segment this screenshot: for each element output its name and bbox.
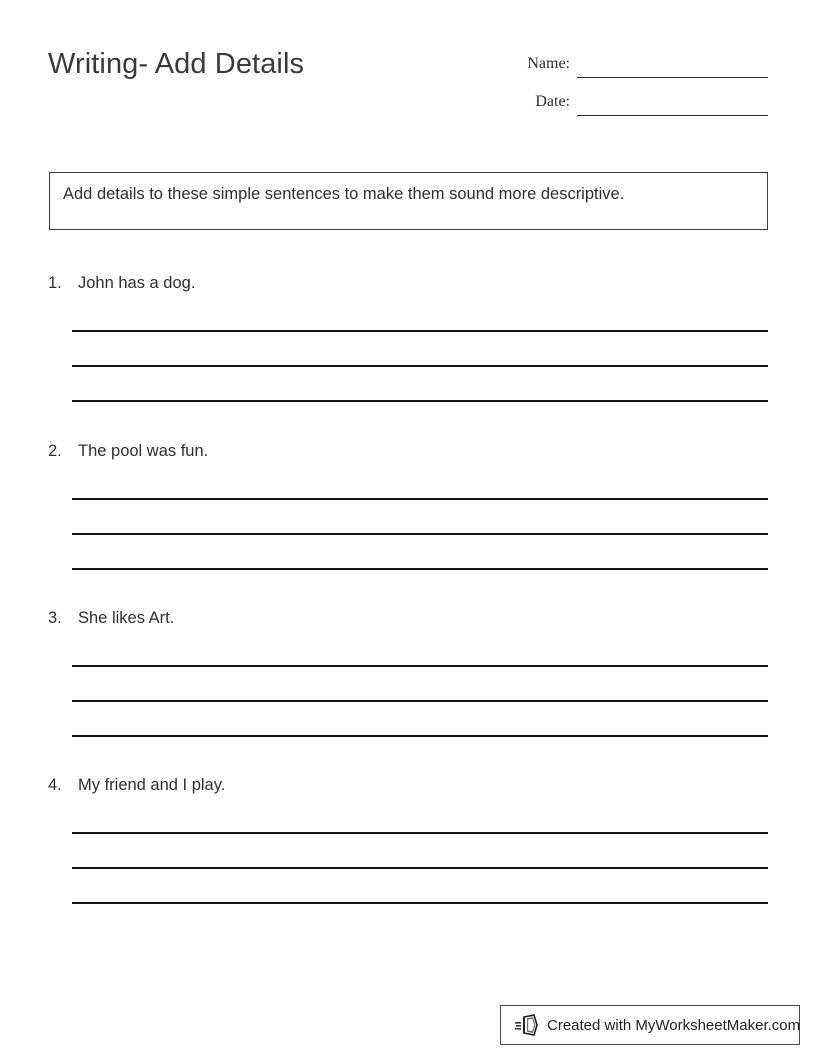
- answer-line[interactable]: [72, 365, 768, 367]
- question-text: The pool was fun.: [78, 442, 209, 460]
- answer-line[interactable]: [72, 498, 768, 500]
- question-number: 1.: [48, 274, 62, 292]
- question-number: 2.: [48, 442, 62, 460]
- question-item: [0, 609, 816, 745]
- answer-line[interactable]: [72, 832, 768, 834]
- answer-line[interactable]: [72, 700, 768, 702]
- answer-line[interactable]: [72, 533, 768, 535]
- footer-text: Created with MyWorksheetMaker.com: [547, 1016, 801, 1034]
- question-number: 3.: [48, 609, 62, 627]
- page-title: Writing- Add Details: [48, 48, 305, 80]
- question-item: [0, 776, 816, 912]
- question-text: She likes Art.: [78, 609, 175, 627]
- question-heading: [48, 274, 195, 298]
- answer-line[interactable]: [72, 400, 768, 402]
- answer-line[interactable]: [72, 867, 768, 869]
- question-heading: [48, 442, 208, 466]
- answer-line[interactable]: [72, 330, 768, 332]
- pencil-logo-icon: [515, 1013, 541, 1037]
- name-label: Name:: [527, 55, 570, 72]
- answer-line[interactable]: [72, 568, 768, 570]
- question-item: [0, 442, 816, 578]
- date-label: Date:: [535, 93, 570, 110]
- question-heading: [48, 776, 225, 800]
- question-number: 4.: [48, 776, 62, 794]
- date-field-label-row: [440, 92, 570, 120]
- name-field-label-row: [440, 54, 570, 82]
- question-item: [0, 274, 816, 410]
- answer-line[interactable]: [72, 735, 768, 737]
- question-text: My friend and I play.: [78, 776, 226, 794]
- name-input-line[interactable]: [577, 77, 768, 78]
- answer-line[interactable]: [72, 902, 768, 904]
- instruction-box: [49, 172, 768, 230]
- answer-line[interactable]: [72, 665, 768, 667]
- question-heading: [48, 609, 174, 633]
- date-input-line[interactable]: [577, 115, 768, 116]
- instruction-text: Add details to these simple sentences to make them sound more descriptive.: [63, 185, 625, 203]
- question-text: John has a dog.: [78, 274, 196, 292]
- footer-badge[interactable]: [500, 1005, 800, 1045]
